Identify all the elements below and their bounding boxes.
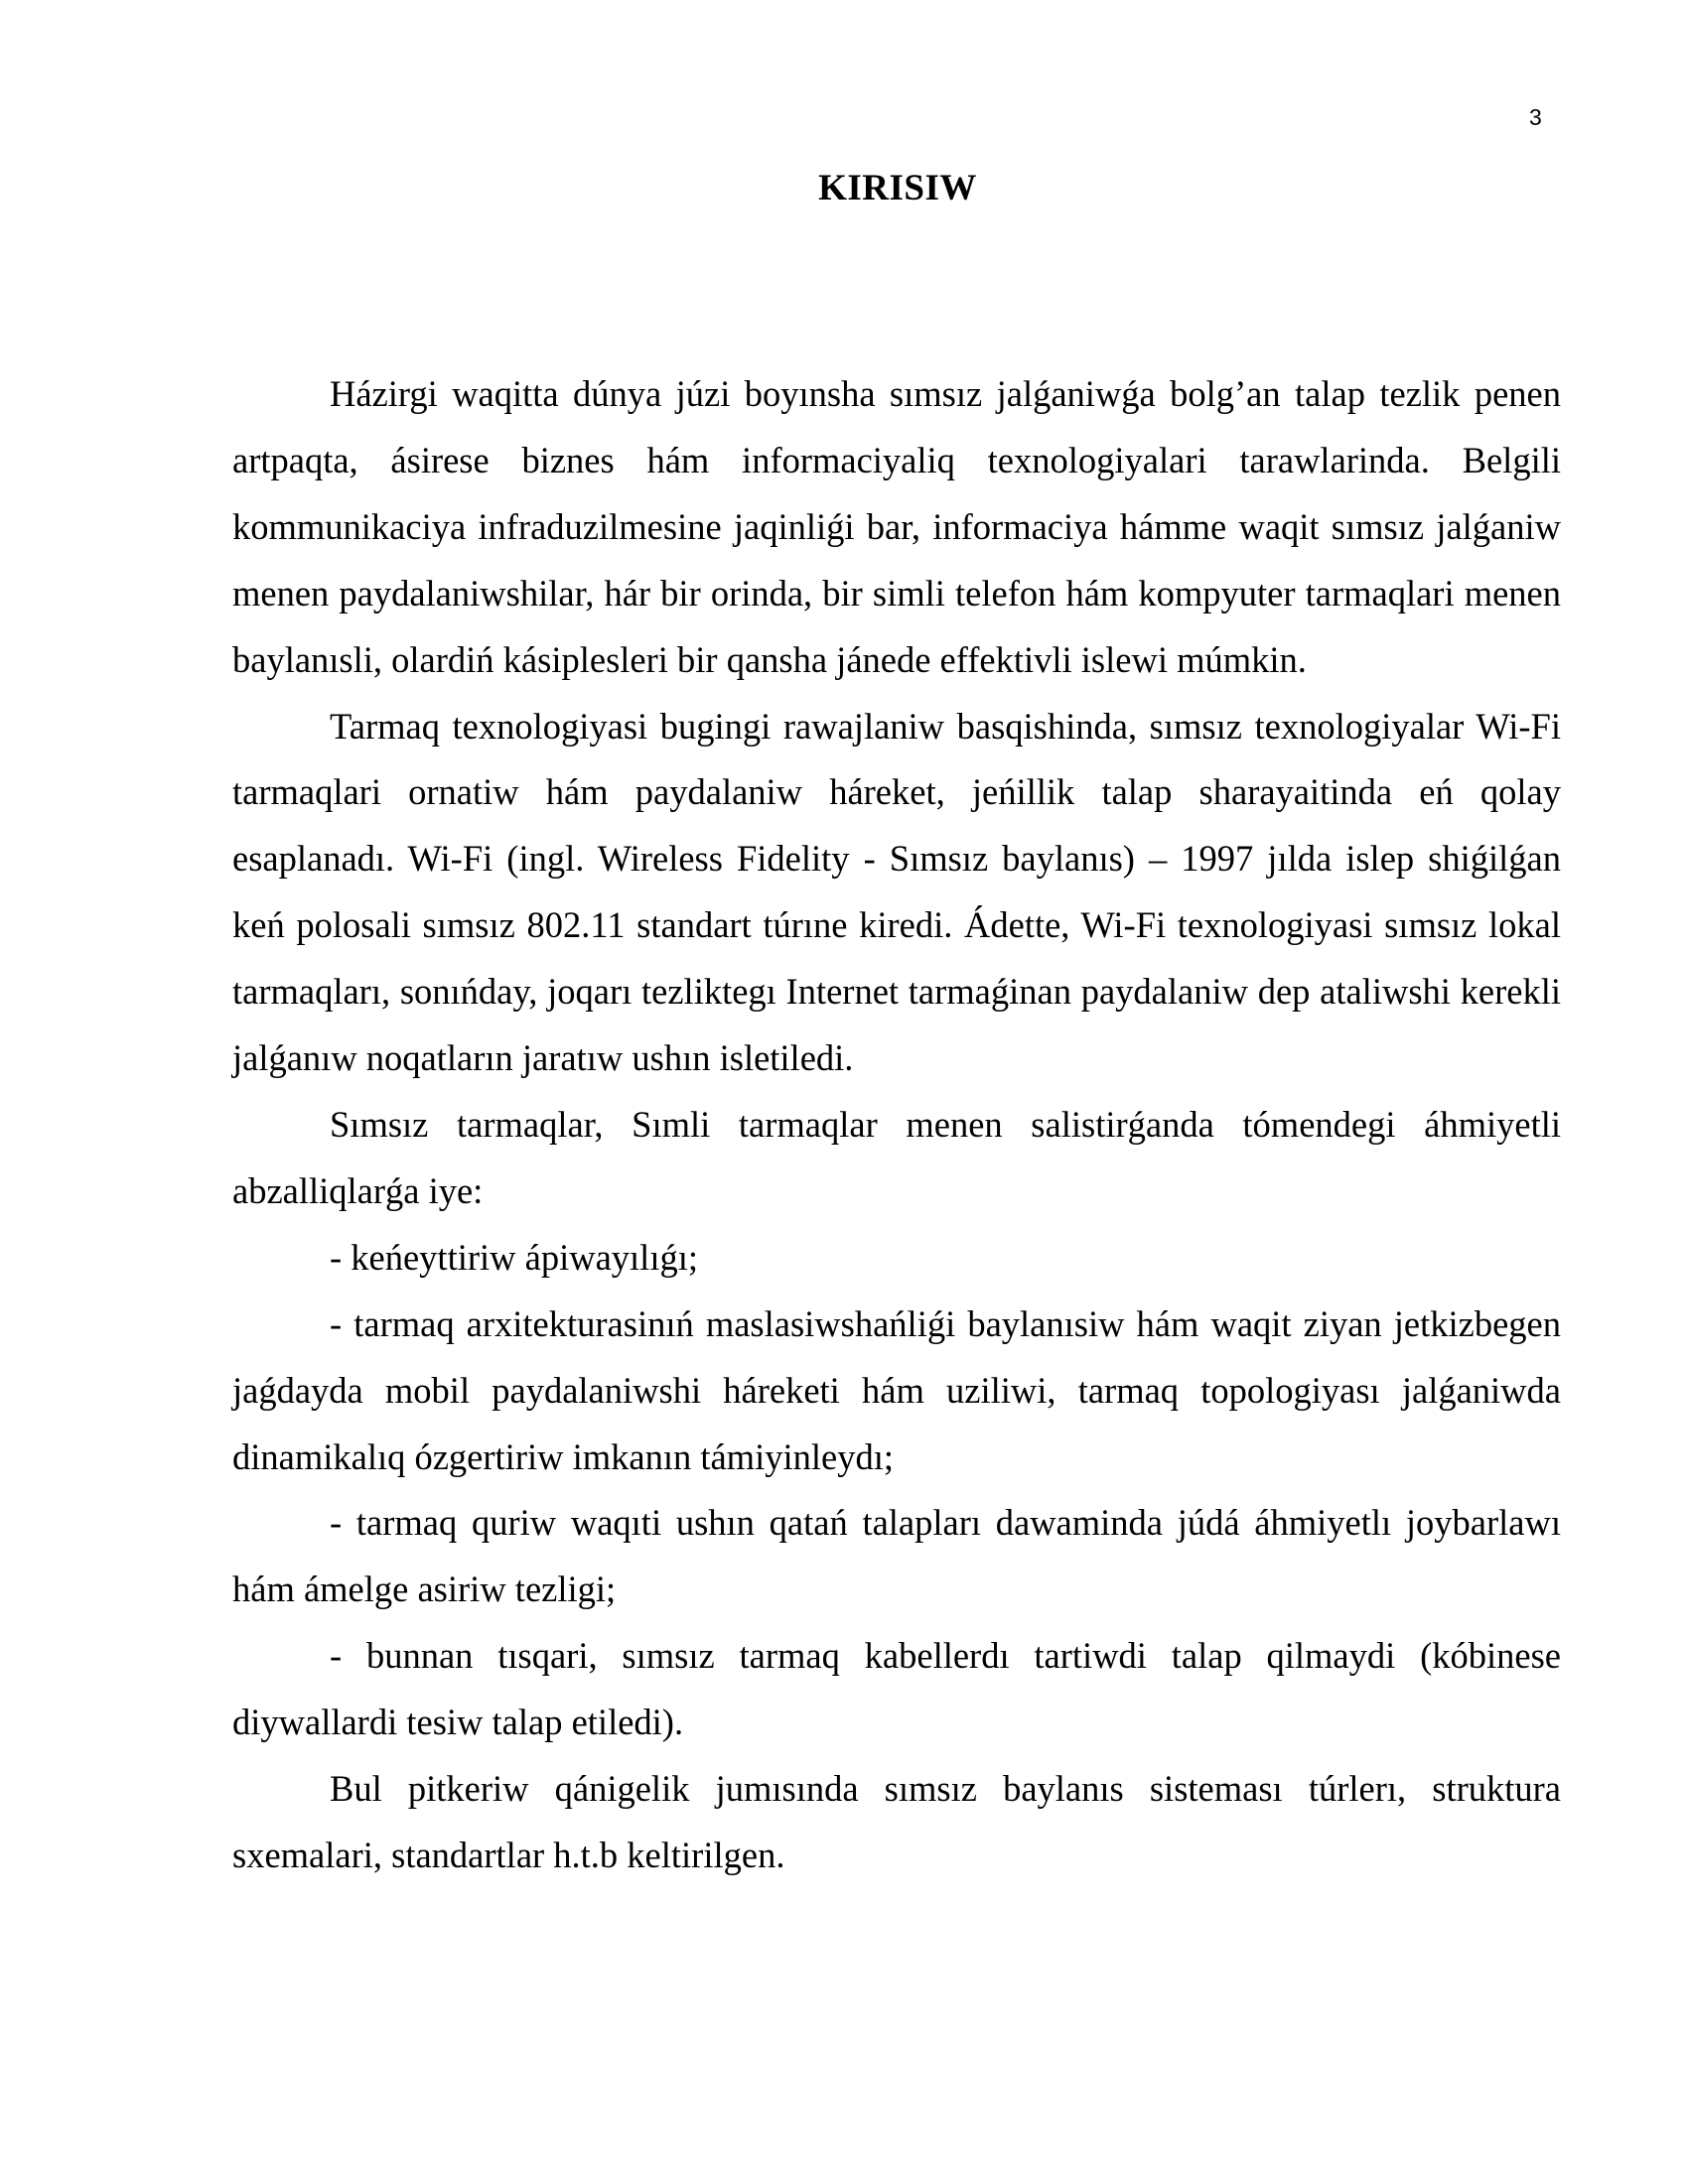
list-item-scalability: - keńeyttiriw ápiwayılıǵı; [330, 1236, 698, 1278]
paragraph-advantages-intro: Sımsız tarmaqlar, Sımli tarmaqlar menen salistirǵanda tómendegi áhmiyetli abzalliqlarǵa iye: [232, 1103, 1561, 1211]
list-item-deployment-speed: - tarmaq quriw waqıti ushın qatań talapları dawaminda júdá áhmiyetlı joybarlawı hám ámelge asiriw tezligi; [232, 1502, 1561, 1610]
list-item-architecture: - tarmaq arxitekturasinıń maslasiwshańliǵi baylanısiw hám waqit ziyan jetkizbegen jaǵdayda mobil paydalaniwshi háreketi hám uziliwi, tarmaq topologiyası jalǵaniwda dinamikalıq ózgertiriw imkanın támiyinleydı; [232, 1302, 1561, 1477]
paragraph-intro: Házirgi waqitta dúnya júzi boyınsha sımsız jalǵaniwǵa bolg’an talap tezlik penen artpaqta, ásirese biznes hám informaciyaliq texnologiyalari tarawlarinda. Belgili kommunikaciya infraduzilmesine jaqinliǵi bar, informaciya hámme waqit sımsız jalǵaniw menen paydalaniwshilar, hár bir orinda, bir simli telefon hám kompyuter tarmaqlari menen baylanısli, olardiń kásiplesleri bir qansha jánede effektivli islewi múmkin. [232, 373, 1561, 680]
page-number: 3 [1529, 104, 1542, 130]
paragraph-conclusion: Bul pitkeriw qánigelik jumısında sımsız baylanıs sisteması túrlerı, struktura sxemalari, standartlar h.t.b keltirilgen. [232, 1768, 1561, 1875]
paragraph-wifi: Tarmaq texnologiyasi bugingi rawajlaniw basqishinda, sımsız texnologiyalar Wi-Fi tarmaqlari ornatiw hám paydalaniw háreket, jeńillik talap sharayaitinda eń qolay esaplanadı. Wi-Fi (ingl. Wireless Fidelity - Sımsız baylanıs) – 1997 jılda islep shiǵilǵan keń polosali sımsız 802.11 standart túrıne kiredi. Ádette, Wi-Fi texnologiyasi sımsız lokal tarmaqları, sonıńday, joqarı tezliktegı Internet tarmaǵinan paydalaniw dep ataliwshi kerekli jalǵanıw noqatların jaratıw ushın isletiledi. [232, 705, 1561, 1079]
list-item-no-cabling: - bunnan tısqari, sımsız tarmaq kabellerdı tartiwdi talap qilmaydi (kóbinese diywallardi tesiw talap etiledi). [232, 1635, 1561, 1743]
document-body [232, 361, 1561, 1889]
page-title: KIRISIW [818, 168, 977, 208]
